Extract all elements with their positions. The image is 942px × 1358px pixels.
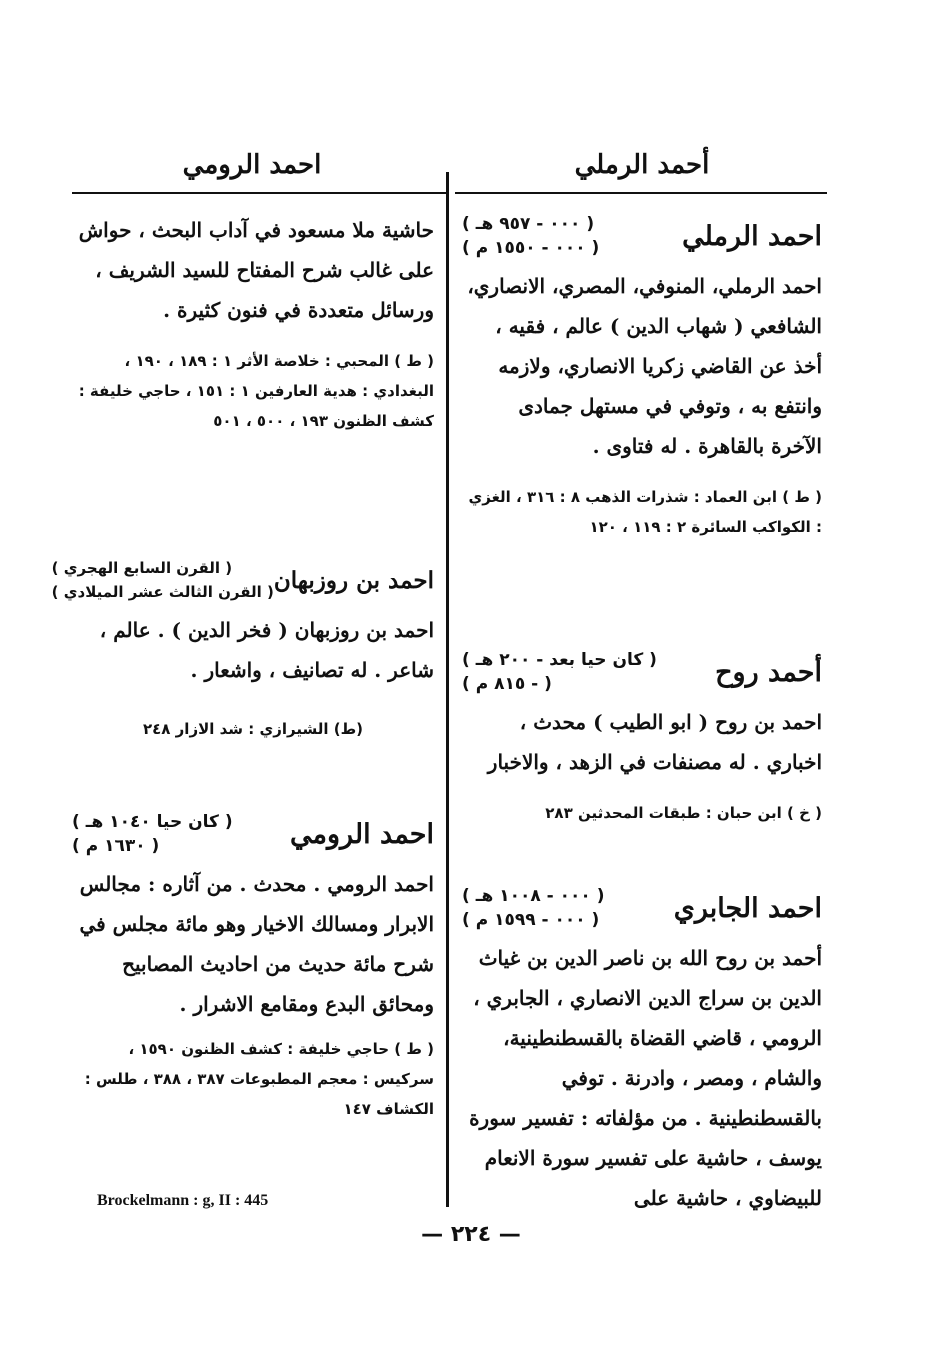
entry-ahmad-rawh <box>462 648 822 828</box>
page-number: — ٢٢٤ — <box>421 1222 521 1247</box>
right-header-rule <box>455 192 827 194</box>
entry-sources: ( ط ) حاجي خليفة : كشف الظنون ١٥٩٠ ، سركيس : معجم المطبوعات ٣٨٧ ، ٣٨٨ ، طلس : الكشاف ١٤٧ <box>84 1040 434 1118</box>
entry-continuation <box>72 210 434 436</box>
entry-name: أحمد روح <box>715 656 822 688</box>
entry-body: احمد بن روح ( ابو الطيب ) محدث ، اخباري . له مصنفات في الزهد ، والاخبار <box>487 710 822 774</box>
column-divider <box>446 172 449 1207</box>
entry-dates: ( القرن السابع الهجري ) ( القرن الثالث عشر الميلادي ) <box>51 559 274 601</box>
entry-body: حاشية ملا مسعود في آداب البحث ، حواش على غالب شرح المفتاح للسيد الشريف ، ورسائل متعددة في فنون كثيرة . <box>78 218 434 322</box>
entry-name: احمد الرومي <box>289 818 434 850</box>
entry-dates: ( كان حيا بعد - ٢٠٠ هـ ) ( - ٨١٥ م ) <box>462 650 657 694</box>
entry-name: احمد بن روزبهان <box>273 566 434 594</box>
entry-sources: (ط) الشيرازي : شد الازار ٢٤٨ <box>142 720 364 738</box>
entry-dates: ( ٠٠٠ - ١٠٠٨ هـ ) ( ٠٠٠ - ١٥٩٩ م ) <box>462 886 605 930</box>
entry-sources: ( ط ) ابن العماد : شذرات الذهب ٨ : ٣١٦ ، الغزي : الكواكب السائرة ٢ : ١١٩ ، ١٢٠ <box>468 488 822 536</box>
entry-body: احمد الرملي، المنوفي، المصري، الانصاري، الشافعي ( شهاب الدين ) عالم ، فقيه ، أخذ عن القاضي زكريا الانصاري، ولازمه وانتفع به ، وتوفي في مستهل جمادى الآخرة بالقاهرة . له فتاوى . <box>467 274 822 458</box>
entry-body: احمد الرومي . محدث . من آثاره : مجالس الابرار ومسالك الاخيار وهو مائة مجلس في شرح مائة حديث من احاديث المصابيح ومحائق البدع ومقامع الاشرار . <box>79 872 434 1016</box>
footnote-brockelmann: Brockelmann : g, II : 445 <box>97 1192 269 1209</box>
right-running-header: أحمد الرملي <box>574 150 710 180</box>
entry-ahmad-rumi <box>72 810 434 1124</box>
entry-sources: ( خ ) ابن حبان : طبقات المحدثين ٢٨٣ <box>545 804 822 822</box>
entry-ahmad-jabiri <box>462 884 822 1218</box>
entry-name: احمد الرملي <box>682 220 822 252</box>
entry-body: احمد بن روزبهان ( فخر الدين ) . عالم ، شاعر . له تصانيف ، واشعار . <box>99 618 434 682</box>
left-running-header: احمد الرومي <box>182 150 322 180</box>
entry-body: أحمد بن روح الله بن ناصر الدين بن غياث الدين بن سراج الدين الانصاري ، الجابري ، الرومي ، قاضي القضاة بالقسطنطينية، والشام ، ومصر ، وادرنة . توفي بالقسطنطينية . من مؤلفاته : تفسير سورة يوسف ، حاشية على تفسير سورة الانعام للبيضاوي ، حاشية على <box>469 946 822 1210</box>
entry-ahmad-ruzbihan <box>51 556 434 744</box>
left-header-rule <box>72 192 446 194</box>
entry-dates: ( ٠٠٠ - ٩٥٧ هـ ) ( ٠٠٠ - ١٥٥٠ م ) <box>462 214 600 258</box>
entry-name: احمد الجابري <box>673 892 822 924</box>
entry-dates: ( كان حيا ١٠٤٠ هـ ) ( ١٦٣٠ م ) <box>72 812 233 856</box>
entry-sources: ( ط ) المحبي : خلاصة الأثر ١ : ١٨٩ ، ١٩٠ ، البغدادي : هدية العارفين ١ : ١٥١ ، حاجي خليفة : كشف الظنون ١٩٣ ، ٥٠٠ ، ٥٠١ <box>78 352 434 430</box>
entry-ahmad-ramli <box>462 212 822 542</box>
